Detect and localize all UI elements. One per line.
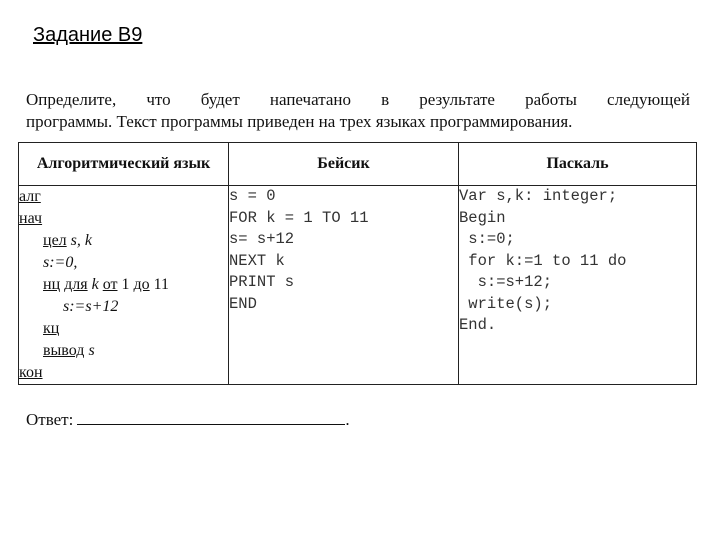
pascal-line: End. bbox=[459, 316, 497, 334]
header-pascal: Паскаль bbox=[459, 143, 697, 186]
alg-line: s:=s+12 bbox=[63, 298, 119, 315]
task-line-2: программы. Текст программы приведен на трех языках программирования. bbox=[26, 112, 573, 131]
alg-line: кц bbox=[43, 320, 60, 337]
answer-blank bbox=[77, 408, 345, 425]
pascal-line: s:=0; bbox=[459, 230, 515, 248]
alg-code-cell bbox=[19, 186, 229, 385]
basic-line: s = 0 bbox=[229, 187, 276, 205]
basic-code-cell bbox=[229, 186, 459, 385]
programs-table bbox=[18, 142, 697, 385]
answer-end: . bbox=[345, 410, 350, 429]
pascal-line: Begin bbox=[459, 208, 506, 227]
alg-line: алг bbox=[19, 188, 41, 205]
alg-line: кон bbox=[19, 364, 43, 381]
alg-line: нач bbox=[19, 210, 43, 227]
alg-line: цел s, k bbox=[43, 232, 92, 249]
pascal-code-cell bbox=[459, 186, 697, 385]
pascal-line: s:=s+12; bbox=[459, 273, 553, 291]
basic-line: END bbox=[229, 294, 257, 313]
task-line-1: Определите, что будет напечатано в результате работы следующей bbox=[26, 90, 690, 109]
basic-line: NEXT k bbox=[229, 251, 285, 270]
basic-line: FOR k = 1 TO 11 bbox=[229, 208, 369, 227]
basic-line: PRINT s bbox=[229, 273, 295, 291]
pascal-line: for k:=1 to 11 do bbox=[459, 251, 627, 270]
basic-line: s= s+12 bbox=[229, 230, 295, 248]
answer-row bbox=[26, 408, 350, 430]
alg-line: нц для k от 1 до 11 bbox=[43, 276, 170, 293]
alg-line: вывод s bbox=[43, 342, 95, 359]
slide-title: Задание В9 bbox=[33, 24, 143, 46]
task-statement bbox=[26, 89, 690, 133]
alg-line: s:=0, bbox=[43, 254, 78, 271]
header-alg-language: Алгоритмический язык bbox=[19, 143, 229, 186]
header-basic: Бейсик bbox=[229, 143, 459, 186]
pascal-line: Var s,k: integer; bbox=[459, 187, 618, 205]
answer-label: Ответ: bbox=[26, 410, 74, 429]
pascal-line: write(s); bbox=[459, 294, 553, 313]
